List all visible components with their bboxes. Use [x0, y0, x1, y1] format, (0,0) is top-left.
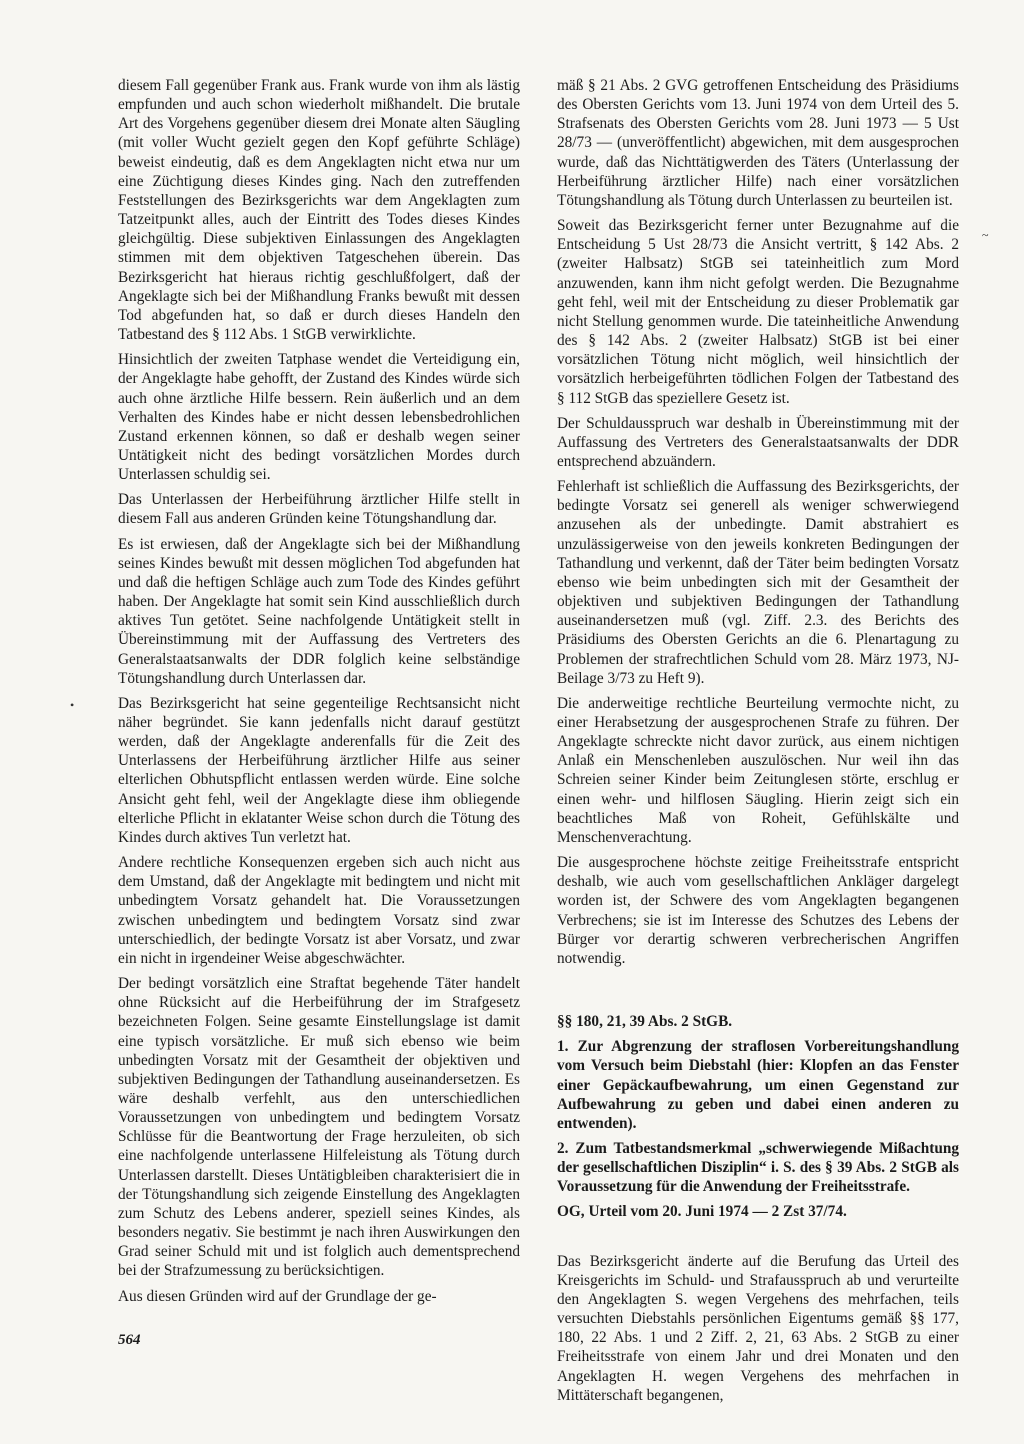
paragraph: Der bedingt vorsätzlich eine Straftat begehende Täter handelt ohne Rücksicht auf die Herbeiführung der im Strafgesetz bezeichneten Folgen. Seine gesamte Einstellungslage ist damit eine typisch vorsätzliche. Er muß sich ebenso wie beim unbedingten Vorsatz mit der Gesamtheit der objektiven und subjektiven Bedingungen der Tathandlung auseinandersetzen. Es wäre deshalb verfehlt, aus den unterschiedlichen Voraussetzungen von unbedingtem und bedingtem Vorsatz Schlüsse für die Beantwortung der Frage herzuleiten, ob sich eine nachfolgende unterlassene Hilfeleistung als Tötung durch Unterlassen darstellt. Dieses Untätigbleiben charakterisiert die in der Tötungshandlung sich zeigende Einstellung des Angeklagten zum Schutz des Lebens anderer, speziell seines Kindes, als besonders negativ. Sie bestimmt je nach ihren Auswirkungen den Grad seiner Schuld mit und ist folglich auch dementsprechend bei der Strafzumessung zu berücksichtigen. [118, 975, 520, 1280]
margin-scratch: ~ [982, 228, 989, 242]
right-column [557, 76, 959, 1411]
paragraph: Aus diesen Gründen wird auf der Grundlage der ge- [118, 1287, 437, 1305]
paragraph: diesem Fall gegenüber Frank aus. Frank wurde von ihm als lästig empfunden und auch schon wiederholt mißhandelt. Die brutale Art des Vorgehens gegenüber diesem drei Monate alten Säugling (mit voller Wucht gezielt gegen den Kopf geführte Schläge) beweist eindeutig, daß es dem Angeklagten nicht etwa nur um eine Züchtigung dieses Kindes ging. Nach den zutreffenden Feststellungen des Bezirksgerichts war dem Angeklagten zum Tatzeitpunkt alles, auch der Eintritt des Todes dieses Kindes gleichgültig. Diese subjektiven Einlassungen des Angeklagten stimmen mit dem objektiven Tatgeschehen überein. Das Bezirksgericht hat hieraus richtig geschlußfolgert, daß der Angeklagte sich bei der Mißhandlung Franks bewußt mit dessen Tod abgefunden hat, so daß er durch dieses Handeln den Tatbestand des § 112 Abs. 1 StGB verwirklichte. [118, 77, 520, 344]
left-column [118, 76, 520, 1312]
paragraph: Die anderweitige rechtliche Beurteilung vermochte nicht, zu einer Herabsetzung der ausgesprochenen Strafe zu führen. Der Angeklagte schreckte nicht davor zurück, aus einem nichtigen Anlaß ein Menschenleben auszulöschen. Nur weil ihn das Schreien seiner Kinder beim Zeitunglesen störte, erschlug er einen wehr- und hilflosen Säugling. Hierin zeigt sich ein beachtliches Maß von Roheit, Gefühlskälte und Menschenverachtung. [557, 694, 959, 846]
paragraph: Andere rechtliche Konsequenzen ergeben sich auch nicht aus dem Umstand, daß der Angeklagte mit bedingtem und nicht mit unbedingtem Vorsatz gehandelt hat. Die Voraussetzungen zwischen unbedingtem und bedingtem Vorsatz sind zwar unterschiedlich, der bedingte Vorsatz ist aber Vorsatz, und zwar ein nicht in irgendeiner Weise abgeschwächter. [118, 854, 520, 967]
paragraph: mäß § 21 Abs. 2 GVG getroffenen Entscheidung des Präsidiums des Obersten Gerichts vom 13. Juni 1974 von dem Urteil des 5. Strafsenats des Obersten Gerichts vom 28. Juni 1973 — 5 Ust 28/73 — (unveröffentlicht) abgewichen, mit dem ausgesprochen wurde, daß das Nichttätigwerden des Täters (Unterlassung der Herbeiführung ärztlicher Hilfe) nach einer vorsätzlichen Tötungshandlung als Tötung durch Unterlassen zu beurteilen ist. [557, 77, 959, 209]
paragraph: Das Bezirksgericht änderte auf die Berufung das Urteil des Kreisgerichts im Schuld- und Strafausspruch ab und verurteilte den Angeklagten S. wegen Vergehens des mehrfachen, teils versuchten Diebstahls persönlichen Eigentums gemäß §§ 177, 180, 22 Abs. 1 und 2 Ziff. 2, 21, 63 Abs. 2 StGB zu einer Freiheitsstrafe von einem Jahr und drei Monaten und den Angeklagten H. wegen Vergehens des mehrfachen in Mittäterschaft begangenen, [557, 1252, 959, 1404]
paragraph: Das Unterlassen der Herbeiführung ärztlicher Hilfe stellt in diesem Fall aus anderen Gründen keine Tötungshandlung dar. [118, 491, 520, 528]
headnote: 2. Zum Tatbestandsmerkmal „schwerwiegende Mißachtung der gesellschaftlichen Disziplin“ i. S. des § 39 Abs. 2 StGB als Voraussetzung für die Anwendung der Freiheitsstrafe. [557, 1139, 959, 1196]
paragraph: Die ausgesprochene höchste zeitige Freiheitsstrafe entspricht deshalb, wie auch vom gesellschaftlichen Ankläger dargelegt worden ist, der Schwere des vom Angeklagten begangenen Verbrechens; sie ist im Interesse des Schutzes des Lebens der Bürger vor derartig schweren verbrecherischen Angriffen notwendig. [557, 854, 959, 967]
paragraph: Hinsichtlich der zweiten Tatphase wendet die Verteidigung ein, der Angeklagte habe gehofft, der Zustand des Kindes würde sich auch ohne ärztliche Hilfe bessern. Rein äußerlich und an dem Verhalten des Kindes habe er nicht dessen lebensbedrohlichen Zustand erkennen können, so daß er deshalb wegen seiner Untätigkeit nicht des bedingt vorsätzlichen Mordes durch Unterlassen schuldig sei. [118, 351, 520, 484]
paragraph: Das Bezirksgericht hat seine gegenteilige Rechtsansicht nicht näher begründet. Sie kann jedenfalls nicht darauf gestützt werden, daß der Angeklagte anderenfalls für die Zeit des Unterlassens der Herbeiführung ärztlicher Hilfe aus seiner elterlichen Obhutspflicht entlassen werden würde. Eine solche Ansicht geht fehl, weil der Angeklagte diese ihm obliegende elterliche Pflicht in eklatanter Weise schon durch die Tötung des Kindes durch aktives Tun verletzt hat. [118, 694, 520, 846]
paragraph: Soweit das Bezirksgericht ferner unter Bezugnahme auf die Entscheidung 5 Ust 28/73 die Ansicht vertritt, § 142 Abs. 2 (zweiter Halbsatz) StGB sei tateinheitlich zum Mord anzuwenden, kann ihm nicht gefolgt werden. Die Bezugnahme geht fehl, weil mit der Entscheidung zu dieser Problematik gar nicht Stellung genommen wurde. Die tateinheitliche Anwendung des § 142 Abs. 2 (zweiter Halbsatz) StGB ist bei einer vorsätzlichen Tötung nicht möglich, weil hinsichtlich der vorsätzlich herbeigeführten tödlichen Folgen der Tatbestand des § 112 StGB das speziellere Gesetz ist. [557, 217, 959, 407]
paragraph: Es ist erwiesen, daß der Angeklagte sich bei der Mißhandlung seines Kindes bewußt mit dessen möglichen Tod abgefunden hat und daß die heftigen Schläge auch zum Tode des Kindes geführt haben. Der Angeklagte hat somit sein Kind ausschließlich durch aktives Tun getötet. Seine nachfolgende Untätigkeit stellt in Übereinstimmung mit der Auffassung des Vertreters des Generalstaatsanwalts der DDR folglich keine selbständige Tötungshandlung durch Unterlassen dar. [118, 535, 520, 687]
case-reference: OG, Urteil vom 20. Juni 1974 — 2 Zst 37/74. [557, 1203, 847, 1221]
page-number: 564 [118, 1332, 141, 1348]
paragraph: Der Schuldausspruch war deshalb in Übereinstimmung mit der Auffassung des Vertreters des Generalstaatsanwalts der DDR entsprechend abzuändern. [557, 414, 959, 470]
paragraph: Fehlerhaft ist schließlich die Auffassung des Bezirksgerichts, der bedingte Vorsatz sei generell als weniger schwerwiegend anzusehen als der unbedingte. Damit abstrahiert es unzulässigerweise von den jeweils konkreten Bedingungen der Tathandlung und verkennt, daß der Täter beim bedingten Vorsatz ebenso wie beim unbedingten sich mit der Gesamtheit der objektiven und subjektiven Bedingungen der Tathandlung auseinandersetzen muß (vgl. Ziff. 2.3. des Berichts des Präsidiums des Obersten Gerichts an die 6. Plenartagung zu Problemen der strafrechtlichen Schuld vom 28. März 1973, NJ-Beilage 3/73 zu Heft 9). [557, 478, 959, 687]
margin-dot: • [70, 698, 75, 712]
case-heading: §§ 180, 21, 39 Abs. 2 StGB. [557, 1013, 733, 1031]
headnote: 1. Zur Abgrenzung der straflosen Vorbereitungshandlung vom Versuch beim Diebstahl (hier: Klopfen an das Fenster einer Gepäckaufbewahrung, um einen Gegenstand zur Aufbewahrung zu geben und dabei einen anderen zu entwenden). [557, 1038, 959, 1132]
